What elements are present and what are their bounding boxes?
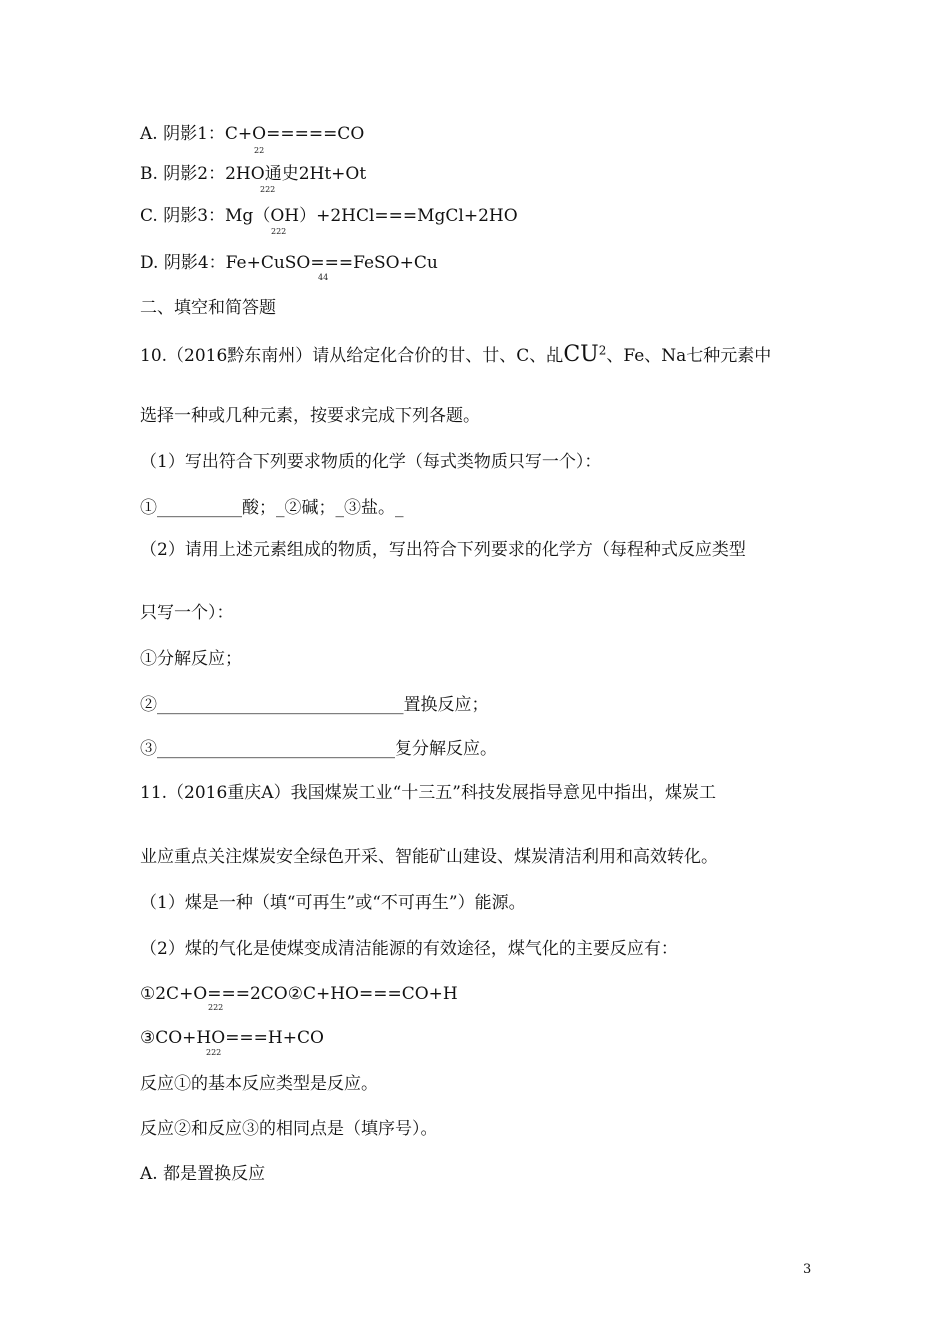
reaction-1-2-line: ①2C+O===2CO②C+HO===CO+H — [140, 984, 458, 1004]
question-10-line2: 选择一种或几种元素，按要求完成下列各题。 — [140, 406, 480, 426]
question-10-part2: （2）请用上述元素组成的物质，写出符合下列要求的化学方（每程种式反应类型 — [140, 540, 746, 560]
option-d-line: D. 阴影4：Fe+CuSO===FeSO+Cu — [140, 253, 438, 273]
question-11-line1: 11.（2016重庆A）我国煤炭工业“十三五”科技发展指导意见中指出，煤炭工 — [140, 783, 716, 803]
question-11-part1: （1）煤是一种（填“可再生”或“不可再生”）能源。 — [140, 893, 526, 913]
question-10-part1: （1）写出符合下列要求物质的化学（每式类物质只写一个）： — [140, 452, 602, 472]
common-point-question: 反应②和反应③的相同点是（填序号）。 — [140, 1119, 438, 1139]
question-10-part1-blanks: ①__________酸；_②碱；_③盐。_ — [140, 498, 404, 518]
double-displacement-line: ③____________________________复分解反应。 — [140, 739, 497, 759]
question-10-part2-cont: 只写一个）： — [140, 603, 234, 623]
reaction-3-subscripts: 222 — [206, 1048, 222, 1057]
question-11-line2: 业应重点关注煤炭安全绿色开采、智能矿山建设、煤炭清洁利用和高效转化。 — [140, 847, 718, 867]
section-heading: 二、填空和简答题 — [140, 298, 276, 318]
displacement-line: ②_____________________________置换反应； — [140, 695, 489, 715]
option-a-subscripts: 22 — [254, 146, 265, 155]
question-10-text-b: 、Fe、Na七种元素中 — [606, 346, 772, 366]
question-10-line1 — [140, 344, 785, 367]
option-c-line: C. 阴影3：Mg（OH）+2HCl===MgCl+2HO — [140, 206, 518, 226]
option-c-subscripts: 222 — [271, 227, 287, 236]
decomposition-line: ①分解反应； — [140, 649, 242, 669]
answer-option-a: A. 都是置换反应 — [140, 1164, 266, 1184]
option-b-subscripts: 222 — [260, 185, 276, 194]
reaction-type-question: 反应①的基本反应类型是反应。 — [140, 1074, 378, 1094]
reaction-3-line: ③CO+HO===H+CO — [140, 1028, 324, 1048]
question-11-part2: （2）煤的气化是使煤变成清洁能源的有效途径，煤气化的主要反应有： — [140, 939, 678, 959]
page-number: 3 — [803, 1262, 812, 1277]
option-a-line: A. 阴影1：C+O=====CO — [140, 124, 365, 144]
question-10-text-a: 10.（2016黔东南州）请从给定化合价的甘、廿、C、乩 — [140, 346, 564, 366]
option-b-line: B. 阴影2：2HO通史2Ht+Ot — [140, 164, 367, 184]
question-10-superscript: 2 — [598, 343, 607, 358]
question-10-cu: CU — [563, 342, 599, 367]
option-d-subscripts: 44 — [318, 273, 329, 282]
reaction-1-2-subscripts: 222 — [208, 1003, 224, 1012]
